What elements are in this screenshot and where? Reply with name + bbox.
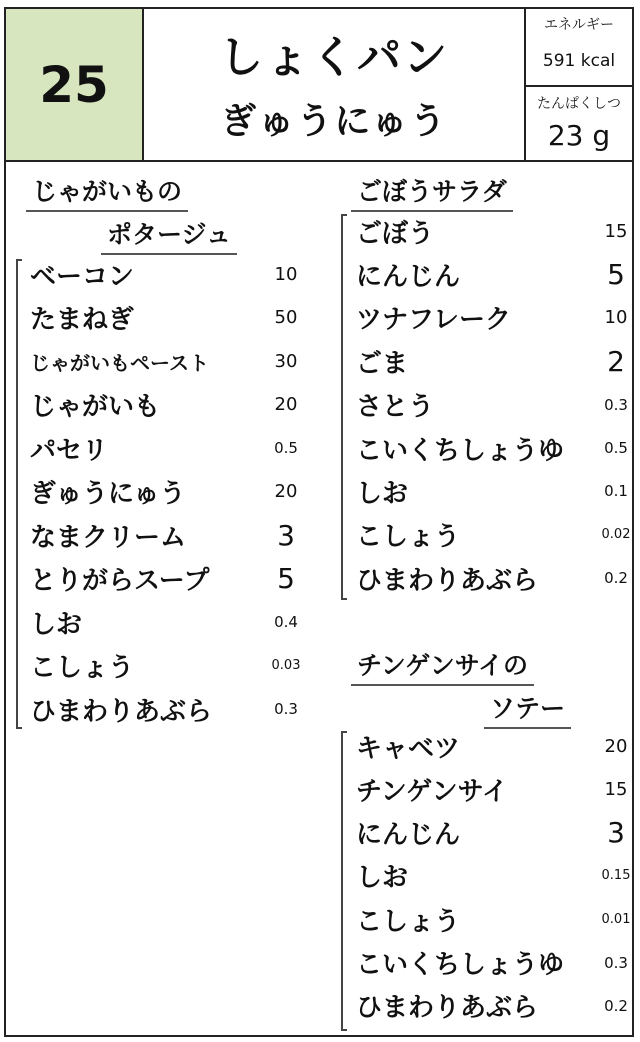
- ingredient-amount: 0.5: [604, 439, 628, 457]
- ingredient-amount: 15: [604, 220, 628, 242]
- ingredient-row: [356, 986, 640, 1026]
- ingredient-row: [30, 428, 321, 468]
- ingredient-amount: 20: [274, 481, 298, 502]
- dish-title-saute-line2: ソテー: [484, 689, 571, 729]
- dish-title-potage-line1: じゃがいもの: [26, 172, 188, 212]
- ingredient-name: ツナフレーク: [356, 305, 511, 336]
- ingredient-name: にんじん: [356, 820, 461, 851]
- dish-title-gobo-salad: ごぼうサラダ: [351, 172, 513, 212]
- ingredient-bracket: [341, 214, 347, 600]
- ingredient-row: [356, 341, 640, 381]
- ingredient-amount: 3: [277, 518, 295, 552]
- ingredient-row: [30, 646, 321, 686]
- ingredient-amount: 50: [274, 307, 298, 328]
- ingredient-row: [356, 558, 640, 598]
- ingredient-name: こしょう: [356, 906, 461, 937]
- protein-value: 23 g: [547, 119, 611, 152]
- ingredient-name: ひまわりあぶら: [30, 696, 213, 727]
- ingredient-amount: 2: [607, 344, 625, 378]
- energy-label: エネルギー: [544, 17, 614, 33]
- energy-box: [526, 9, 632, 87]
- ingredient-name: とりがらスープ: [30, 566, 210, 596]
- menu-card: [4, 7, 634, 1037]
- ingredient-row: [356, 769, 640, 809]
- ingredient-row: [356, 726, 640, 766]
- ingredient-name: さとう: [356, 392, 435, 423]
- ingredient-name: ひまわりあぶら: [356, 993, 539, 1024]
- energy-value: 591 kcal: [542, 51, 616, 71]
- dish-title-potage-line2: ポタージュ: [101, 215, 237, 255]
- ingredient-amount: 0.3: [604, 395, 628, 414]
- menu-title-line1: しょくパン: [219, 32, 449, 83]
- ingredient-name: なまクリーム: [30, 522, 187, 553]
- ingredient-row: [356, 515, 640, 555]
- ingredient-amount: 15: [604, 778, 628, 800]
- ingredient-name: ごま: [356, 348, 409, 379]
- ingredient-name: しお: [356, 863, 409, 894]
- menu-title-line2: ぎゅうにゅう: [220, 101, 448, 142]
- ingredient-name: こしょう: [356, 522, 461, 553]
- ingredient-amount: 0.02: [601, 527, 631, 543]
- ingredient-amount: 0.15: [601, 868, 631, 884]
- ingredient-row: [30, 602, 321, 642]
- ingredient-amount: 0.2: [604, 996, 628, 1015]
- ingredient-amount: 20: [274, 394, 298, 415]
- ingredient-amount: 0.3: [604, 953, 628, 972]
- ingredient-name: ひまわりあぶら: [356, 565, 539, 596]
- ingredient-amount: 10: [604, 307, 628, 329]
- ingredient-name: ごぼう: [356, 218, 435, 249]
- ingredient-row: [30, 559, 321, 599]
- ingredient-amount: 0.3: [274, 700, 298, 718]
- ingredient-amount: 10: [274, 263, 298, 285]
- ingredient-row: [356, 943, 640, 983]
- ingredient-row: [30, 472, 321, 512]
- ingredient-name: こいくちしょうゆ: [356, 435, 565, 466]
- ingredient-name: じゃがいもペースト: [30, 350, 209, 375]
- ingredient-name: こしょう: [30, 653, 135, 683]
- ingredient-amount: 0.5: [274, 439, 298, 457]
- protein-box: [526, 87, 632, 160]
- ingredient-row: [356, 298, 640, 338]
- ingredient-amount: 5: [607, 257, 625, 291]
- ingredient-amount: 0.1: [604, 482, 628, 501]
- ingredient-bracket: [16, 259, 22, 729]
- ingredient-row: [30, 515, 321, 555]
- ingredient-row: [30, 341, 321, 381]
- ingredient-amount: 3: [607, 816, 625, 850]
- ingredient-row: [30, 385, 321, 425]
- ingredient-name: しお: [30, 609, 83, 640]
- ingredient-name: キャベツ: [356, 733, 461, 764]
- ingredient-amount: 30: [274, 350, 298, 372]
- header: [6, 9, 632, 162]
- ingredient-name: たまねぎ: [30, 305, 135, 335]
- ingredient-row: [356, 856, 640, 896]
- ingredient-name: こいくちしょうゆ: [356, 950, 565, 980]
- ingredient-row: [356, 428, 640, 468]
- ingredient-name: ぎゅうにゅう: [30, 479, 186, 509]
- ingredient-amount: 5: [277, 562, 295, 595]
- day-number: 25: [6, 9, 144, 160]
- ingredient-row: [356, 254, 640, 294]
- protein-label: たんぱくしつ: [537, 96, 621, 112]
- ingredient-row: [356, 385, 640, 425]
- ingredient-amount: 0.2: [604, 569, 628, 588]
- ingredient-name: チンゲンサイ: [356, 776, 508, 807]
- dish-title-saute-line1: チンゲンサイの: [351, 646, 534, 686]
- ingredient-amount: 0.4: [274, 613, 298, 631]
- ingredient-amount: 0.03: [271, 658, 301, 673]
- ingredient-row: [356, 813, 640, 853]
- ingredient-amount: 20: [604, 735, 628, 757]
- ingredient-amount: 0.01: [601, 911, 631, 927]
- ingredient-name: しお: [356, 478, 409, 509]
- nutrition-box: [526, 9, 632, 160]
- ingredient-name: にんじん: [356, 261, 461, 292]
- menu-title-box: [144, 9, 526, 160]
- ingredient-row: [30, 298, 321, 338]
- ingredient-row: [356, 471, 640, 511]
- ingredient-row: [356, 899, 640, 939]
- ingredient-row: [30, 689, 321, 729]
- ingredient-row: [30, 254, 321, 294]
- ingredient-name: じゃがいも: [30, 392, 161, 422]
- ingredient-row: [356, 211, 640, 251]
- ingredient-name: ベーコン: [30, 261, 135, 292]
- ingredient-bracket: [341, 731, 347, 1031]
- ingredient-name: パセリ: [30, 435, 109, 466]
